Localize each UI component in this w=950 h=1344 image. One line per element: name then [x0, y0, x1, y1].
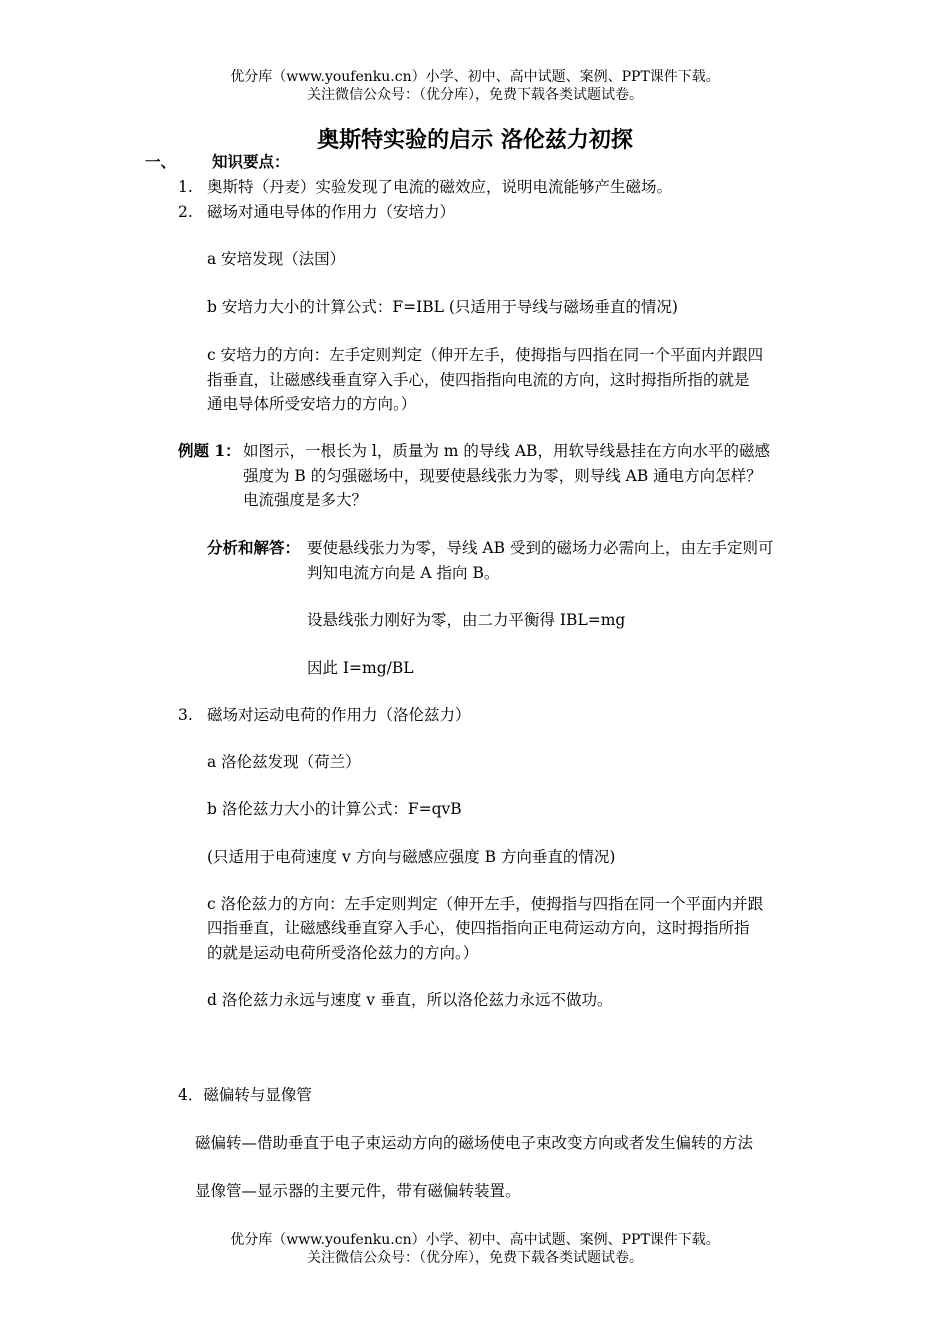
item-3-number: 3.: [178, 706, 193, 724]
item-2-b: b 安培力大小的计算公式：F=IBL (只适用于导线与磁场垂直的情况): [207, 298, 678, 316]
footer-line-2: 关注微信公众号：（优分库），免费下载各类试题试卷。: [307, 1250, 643, 1266]
item-3-d: d 洛伦兹力永远与速度 v 垂直，所以洛伦兹力永远不做功。: [207, 991, 613, 1009]
item-2-c-line-1: c 安培力的方向：左手定则判定（伸开左手，使拇指与四指在同一个平面内并跟四: [207, 346, 764, 364]
analysis-line-1: 要使悬线张力为零，导线 AB 受到的磁场力必需向上，由左手定则可: [307, 539, 774, 557]
example-1-question-line-1: 如图示，一根长为 l，质量为 m 的导线 AB，用软导线悬挂在方向水平的磁感: [243, 442, 770, 460]
item-1-text: 奥斯特（丹麦）实验发现了电流的磁效应，说明电流能够产生磁场。: [207, 178, 673, 196]
analysis-label: 分析和解答：: [207, 538, 301, 557]
header-line-2: 关注微信公众号：（优分库），免费下载各类试题试卷。: [307, 87, 643, 103]
item-3-b: b 洛伦兹力大小的计算公式：F=qvB: [207, 800, 462, 818]
item-4-paragraph-1: 磁偏转—借助垂直于电子束运动方向的磁场使电子束改变方向或者发生偏转的方法: [195, 1134, 754, 1152]
example-1-question-line-3: 电流强度是多大？: [243, 491, 368, 509]
section-number: 一、: [145, 152, 177, 171]
item-3-c-line-3: 的就是运动电荷所受洛伦兹力的方向。）: [207, 944, 479, 962]
item-2-text: 磁场对通电导体的作用力（安培力）: [207, 203, 456, 221]
example-1-question-line-2: 强度为 B 的匀强磁场中，现要使悬线张力为零，则导线 AB 通电方向怎样？: [243, 467, 762, 485]
item-2-number: 2.: [178, 203, 193, 221]
item-3-b-note: (只适用于电荷速度 v 方向与磁感应强度 B 方向垂直的情况): [207, 848, 616, 866]
footer-line-1: 优分库（www.youfenku.cn）小学、初中、高中试题、案例、PPT课件下载。: [230, 1232, 720, 1248]
item-4-title: 4．磁偏转与显像管: [178, 1086, 312, 1104]
item-4-paragraph-2: 显像管—显示器的主要元件，带有磁偏转装置。: [195, 1182, 521, 1200]
analysis-line-4: 因此 I=mg/BL: [307, 659, 414, 677]
item-1-number: 1.: [178, 178, 193, 196]
example-1-label: 例题 1：: [178, 441, 241, 460]
item-3-a: a 洛伦兹发现（荷兰）: [207, 753, 361, 771]
item-3-text: 磁场对运动电荷的作用力（洛伦兹力）: [207, 706, 471, 724]
analysis-line-2: 判知电流方向是 A 指向 B。: [307, 564, 500, 582]
item-2-a: a 安培发现（法国）: [207, 250, 346, 268]
item-3-c-line-2: 四指垂直，让磁感线垂直穿入手心，使四指指向正电荷运动方向，这时拇指所指: [207, 919, 750, 937]
item-2-c-line-3: 通电导体所受安培力的方向。）: [207, 395, 417, 413]
page-title: 奥斯特实验的启示 洛伦兹力初探: [317, 127, 633, 153]
item-2-c-line-2: 指垂直，让磁感线垂直穿入手心，使四指指向电流的方向，这时拇指所指的就是: [207, 371, 750, 389]
analysis-line-3: 设悬线张力刚好为零，由二力平衡得 IBL=mg: [307, 611, 626, 629]
item-3-c-line-1: c 洛伦兹力的方向：左手定则判定（伸开左手，使拇指与四指在同一个平面内并跟: [207, 895, 764, 913]
section-label: 知识要点：: [212, 152, 290, 171]
header-line-1: 优分库（www.youfenku.cn）小学、初中、高中试题、案例、PPT课件下载。: [230, 69, 720, 85]
